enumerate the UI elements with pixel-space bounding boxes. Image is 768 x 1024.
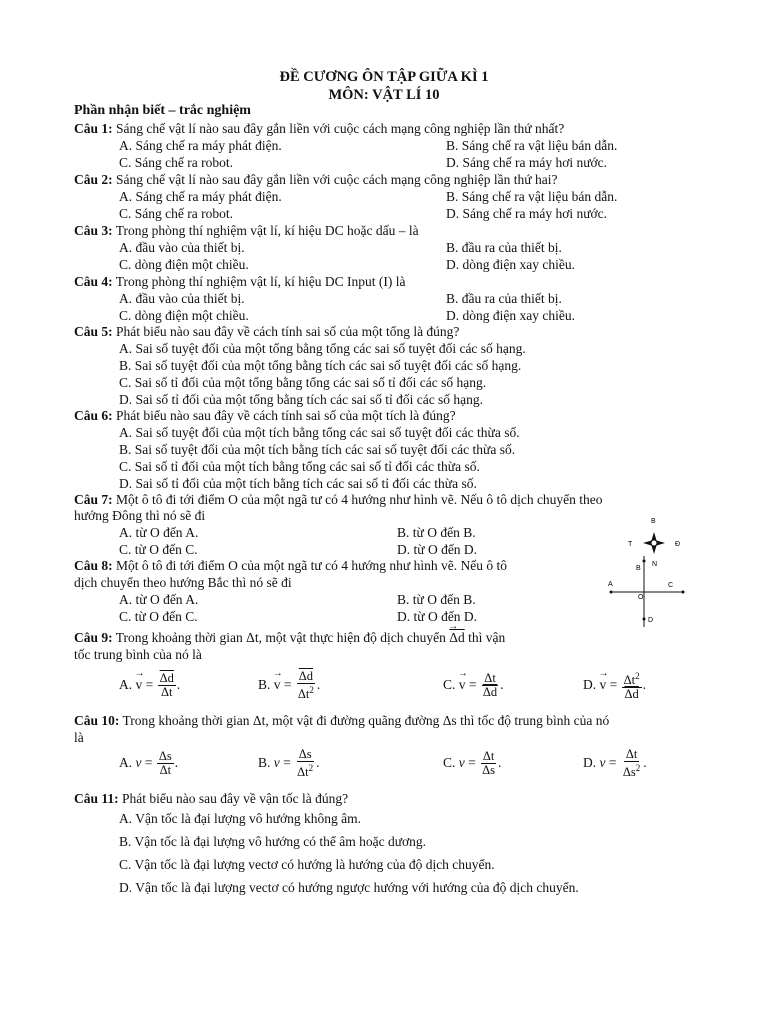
question-1 bbox=[74, 120, 699, 137]
question-label: Câu 2: bbox=[74, 172, 113, 187]
question-text: Sáng chế vật lí nào sau đây gắn liền với cuộc cách mạng công nghiệp lần thứ nhất? bbox=[116, 121, 565, 136]
question-6 bbox=[74, 407, 699, 424]
section-heading: Phần nhận biết – trắc nghiệm bbox=[74, 103, 251, 118]
option-a: A. Sáng chế ra máy phát điện. bbox=[119, 189, 282, 204]
option-b: B. → v = $\frac{\overline{\Delta d}}{\Delta t^2}$ . bbox=[258, 670, 320, 701]
option-c: C. từ O đến C. bbox=[119, 609, 198, 624]
question-label: Câu 7: bbox=[74, 492, 113, 507]
option-c: C. Sáng chế ra robot. bbox=[119, 155, 233, 170]
displacement-vector: → $\overline{\Delta d}$ bbox=[449, 629, 464, 646]
question-7-cont: hướng Đông thì nó sẽ đi bbox=[74, 508, 206, 523]
option-d: D. Sai số tỉ đối của một tích bằng tích các sai số tỉ đối các thừa số. bbox=[119, 476, 477, 491]
question-text: Trong phòng thí nghiệm vật lí, kí hiệu DC Input (I) là bbox=[115, 274, 406, 289]
option-c: C. dòng điện một chiều. bbox=[119, 308, 249, 323]
question-label: Câu 9: bbox=[74, 630, 113, 645]
question-label: Câu 10: bbox=[74, 713, 120, 728]
figure-label-a: A bbox=[608, 581, 613, 588]
option-c: C. Sáng chế ra robot. bbox=[119, 206, 233, 221]
question-text: Trong phòng thí nghiệm vật lí, kí hiệu DC hoặc dấu – là bbox=[115, 223, 419, 238]
option-d: D. từ O đến D. bbox=[397, 609, 478, 624]
question-label: Câu 3: bbox=[74, 223, 113, 238]
crossroads-figure bbox=[600, 512, 700, 632]
option-b: B. từ O đến B. bbox=[397, 525, 476, 540]
point-b-marker bbox=[643, 560, 646, 563]
question-label: Câu 1: bbox=[74, 121, 113, 136]
document-subject: MÔN: VẬT LÍ 10 bbox=[328, 87, 440, 103]
option-a: A. Sai số tuyệt đối của một tổng bằng tổng các sai số tuyệt đối các số hạng. bbox=[119, 341, 526, 356]
compass-east-label: Đ bbox=[675, 541, 681, 548]
question-11 bbox=[74, 790, 348, 807]
question-10-cont: là bbox=[74, 730, 84, 745]
question-8 bbox=[74, 557, 507, 574]
question-text: Phát biểu nào sau đây về cách tính sai số của một tổng là đúng? bbox=[116, 324, 460, 339]
compass-south-label: N bbox=[652, 561, 658, 568]
question-7 bbox=[74, 491, 603, 508]
point-d-marker bbox=[643, 618, 646, 621]
question-5 bbox=[74, 323, 699, 340]
option-a: A. → v = $\frac{\overline{\Delta d}}{\Delta t}$ . bbox=[119, 670, 180, 700]
option-a: A. từ O đến A. bbox=[119, 525, 199, 540]
option-b: B. Sai số tuyệt đối của một tích bằng tích các sai số tuyệt đối các thừa số. bbox=[119, 442, 516, 457]
figure-label-o: O bbox=[638, 594, 644, 601]
question-3 bbox=[74, 222, 699, 239]
option-b: B. v = $\frac{\Delta s}{\Delta t^2}$ . bbox=[258, 747, 320, 780]
option-b: B. Sai số tuyệt đối của một tổng bằng tích các sai số tuyệt đối các số hạng. bbox=[119, 358, 522, 373]
option-a: A. đầu vào của thiết bị. bbox=[119, 291, 245, 306]
option-d: D. dòng điện xay chiều. bbox=[446, 308, 575, 323]
question-9-cont: tốc trung bình của nó là bbox=[74, 647, 202, 662]
question-8-cont: dịch chuyển theo hướng Bắc thì nó sẽ đi bbox=[74, 575, 292, 590]
compass-rose-icon bbox=[628, 518, 680, 568]
option-a: A. Sai số tuyệt đối của một tích bằng tổng các sai số tuyệt đối các thừa số. bbox=[119, 425, 520, 440]
option-d: D. Vận tốc là đại lượng vectơ có hướng ngược hướng với hướng của độ dịch chuyển. bbox=[119, 880, 579, 895]
option-c: C. Sai số tỉ đối của một tích bằng tổng các sai số tỉ đối các thừa số. bbox=[119, 459, 480, 474]
question-text: Một ô tô đi tới điểm O của một ngã tư có 4 hướng như hình vẽ. Nếu ô tô dịch chuyển theo bbox=[116, 492, 603, 507]
option-b: B. Vận tốc là đại lượng vô hướng có thể âm hoặc dương. bbox=[119, 834, 427, 849]
compass-north-label: B bbox=[651, 518, 656, 525]
figure-label-b: B bbox=[636, 565, 641, 572]
option-c: C. Sai số tỉ đối của một tổng bằng tổng các sai số tỉ đối các số hạng. bbox=[119, 375, 487, 390]
question-text: Phát biểu nào sau đây về vận tốc là đúng? bbox=[122, 791, 349, 806]
question-label: Câu 8: bbox=[74, 558, 113, 573]
option-b: B. Sáng chế ra vật liệu bán dẫn. bbox=[446, 138, 618, 153]
option-a: A. Vận tốc là đại lượng vô hướng không âm. bbox=[119, 811, 362, 826]
figure-label-c: C bbox=[668, 582, 674, 589]
option-b: B. đầu ra của thiết bị. bbox=[446, 291, 562, 306]
option-d: D. Sai số tỉ đối của một tổng bằng tích các sai số tỉ đối các số hạng. bbox=[119, 392, 484, 407]
option-d: D. → v = $\frac{\Delta t^2}{\Delta d}$ . bbox=[583, 670, 646, 701]
document-title: ĐỀ CƯƠNG ÔN TẬP GIỮA KÌ 1 bbox=[279, 69, 489, 85]
option-c: C. v = $\frac{\Delta t}{\Delta s}$ . bbox=[443, 749, 502, 778]
option-a: A. v = $\frac{\Delta s}{\Delta t}$ . bbox=[119, 749, 179, 778]
question-2 bbox=[74, 171, 699, 188]
compass-west-label: T bbox=[628, 541, 633, 548]
question-label: Câu 11: bbox=[74, 791, 119, 806]
option-a: A. đầu vào của thiết bị. bbox=[119, 240, 245, 255]
question-9: Câu 9: Trong khoảng thời gian Δt, một vật thực hiện độ dịch chuyển → $\overline{\Delta d}$ thì vận bbox=[74, 629, 505, 646]
question-4 bbox=[74, 273, 699, 290]
question-text: Trong khoảng thời gian Δt, một vật đi đường quãng đường Δs thì tốc độ trung bình của nó bbox=[122, 713, 610, 728]
option-d: D. dòng điện xay chiều. bbox=[446, 257, 575, 272]
option-d: D. từ O đến D. bbox=[397, 542, 478, 557]
option-b: B. đầu ra của thiết bị. bbox=[446, 240, 562, 255]
question-label: Câu 4: bbox=[74, 274, 113, 289]
question-label: Câu 5: bbox=[74, 324, 113, 339]
option-a: A. từ O đến A. bbox=[119, 592, 199, 607]
point-a-marker bbox=[610, 591, 613, 594]
option-a: A. Sáng chế ra máy phát điện. bbox=[119, 138, 282, 153]
point-c-marker bbox=[682, 591, 685, 594]
figure-label-d: D bbox=[648, 617, 654, 624]
question-text: Một ô tô đi tới điểm O của một ngã tư có 4 hướng như hình vẽ. Nếu ô tô bbox=[116, 558, 507, 573]
option-d: D. v = $\frac{\Delta t}{\Delta s^2}$ . bbox=[583, 747, 647, 780]
question-text: Phát biểu nào sau đây về cách tính sai số của một tích là đúng? bbox=[116, 408, 456, 423]
question-label: Câu 6: bbox=[74, 408, 113, 423]
question-10 bbox=[74, 712, 609, 729]
option-c: C. Vận tốc là đại lượng vectơ có hướng là hướng của độ dịch chuyển. bbox=[119, 857, 495, 872]
option-b: B. Sáng chế ra vật liệu bán dẫn. bbox=[446, 189, 618, 204]
option-d: D. Sáng chế ra máy hơi nước. bbox=[446, 206, 608, 221]
question-text: Trong khoảng thời gian Δt, một vật thực hiện độ dịch chuyển bbox=[115, 630, 446, 645]
option-b: B. từ O đến B. bbox=[397, 592, 476, 607]
option-d: D. Sáng chế ra máy hơi nước. bbox=[446, 155, 608, 170]
option-c: C. từ O đến C. bbox=[119, 542, 198, 557]
option-c: C. dòng điện một chiều. bbox=[119, 257, 249, 272]
question-text: Sáng chế vật lí nào sau đây gắn liền với cuộc cách mạng công nghiệp lần thứ hai? bbox=[116, 172, 558, 187]
option-c: C. → v = $\frac{\Delta t}{\Delta d}$ . bbox=[443, 670, 504, 700]
